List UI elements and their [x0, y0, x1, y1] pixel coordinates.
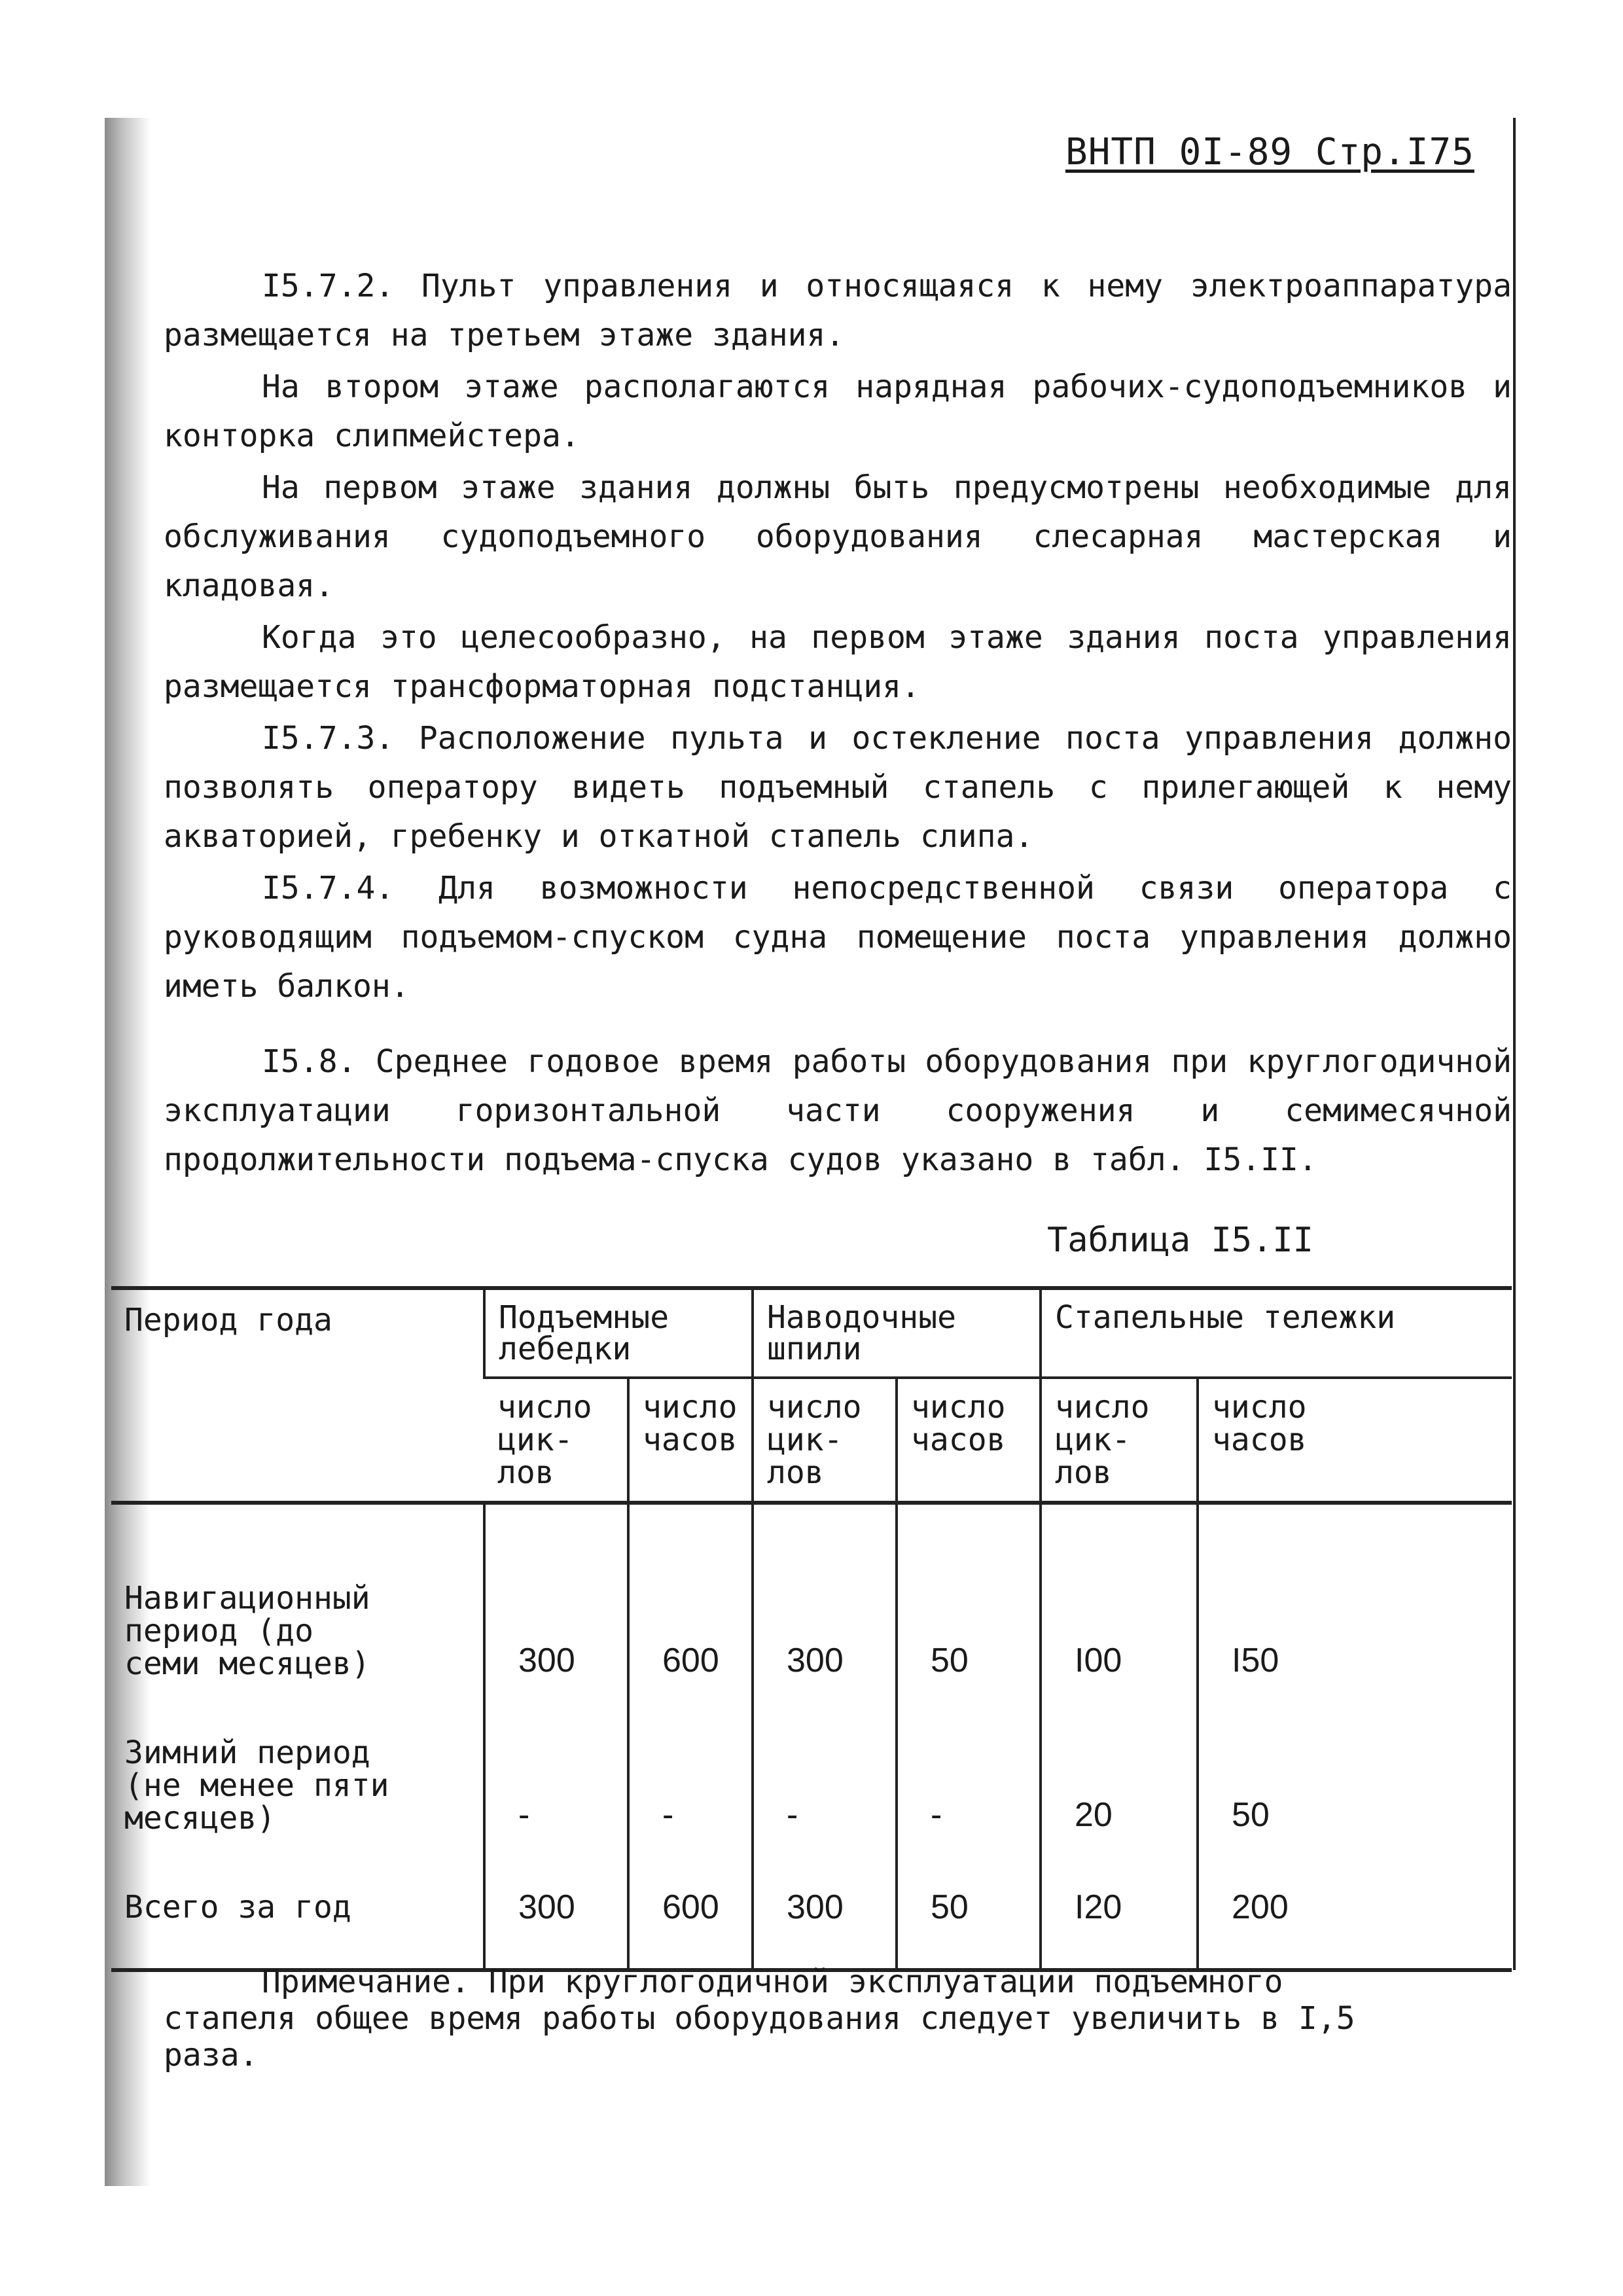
- value-cell: -: [753, 1692, 897, 1846]
- period-cell: Зимний период (не менее пяти месяцев): [124, 1734, 389, 1837]
- note-text: Примечание. При круглогодичной эксплуатации подъемного стапеля общее время работы оборудования следует увеличить в I,5 раза.: [164, 1964, 1355, 2073]
- period-cell: Всего за год: [111, 1846, 484, 1970]
- period-cell: Навигационный период (до семи месяцев): [111, 1503, 484, 1692]
- table-header-row: [111, 1288, 1512, 1378]
- equipment-hours-table: [111, 1286, 1512, 1934]
- paragraph-first-floor: На первом этаже здания должны быть предусмотрены необходимые для обслуживания судоподъемного оборудования слесарная мастерская и кладовая.: [164, 469, 1512, 604]
- subheader-hours: число часов: [628, 1378, 753, 1503]
- value-cell: 300: [753, 1846, 897, 1970]
- value-cell: 50: [897, 1503, 1041, 1692]
- value-cell: I00: [1041, 1503, 1198, 1692]
- value-cell: 300: [484, 1503, 628, 1692]
- subheader-cycles: число цик- лов: [753, 1378, 897, 1503]
- subheader-hours: число часов: [1198, 1378, 1512, 1503]
- page-right-border: [1513, 118, 1516, 1970]
- value-cell: 600: [628, 1503, 753, 1692]
- value-cell: 50: [1198, 1692, 1512, 1846]
- value-cell: I50: [1198, 1503, 1512, 1692]
- group-header-capstans: Наводочные шпили: [753, 1288, 1041, 1378]
- paragraph-second-floor: На втором этаже располагаются нарядная рабочих-судоподъемников и конторка слипмейстера.: [164, 368, 1512, 454]
- group-header-carts: Стапельные тележки: [1041, 1288, 1512, 1378]
- value-cell: -: [484, 1692, 628, 1846]
- value-cell: 200: [1198, 1846, 1512, 1970]
- table-note: [164, 1964, 1387, 2073]
- period-header: Период года: [111, 1288, 484, 1503]
- subheader-cycles: число цик- лов: [484, 1378, 628, 1503]
- table-row-winter: [111, 1692, 1512, 1846]
- value-cell: 300: [484, 1846, 628, 1970]
- paragraph-15-7-4: I5.7.4. Для возможности непосредственной связи оператора с руководящим подъемом-спуском судна помещение поста управления должно иметь балкон.: [164, 870, 1512, 1005]
- paragraph-substation: Когда это целесообразно, на первом этаже здания поста управления размещается трансформаторная подстанция.: [164, 619, 1512, 705]
- body-text: [164, 262, 1512, 1187]
- value-cell: -: [628, 1692, 753, 1846]
- document-code-header: ВНТП 0I-89 Стр.I75: [1065, 131, 1474, 173]
- value-cell: I20: [1041, 1846, 1198, 1970]
- value-cell: 300: [753, 1503, 897, 1692]
- table-caption: Таблица I5.II: [1047, 1221, 1313, 1260]
- paragraph-15-7-3: I5.7.3. Расположение пульта и остекление поста управления должно позволять оператору видеть подъемный стапель с прилегающей к нему акваторией, гребенку и откатной стапель слипа.: [164, 720, 1512, 855]
- paragraph-15-7-2: I5.7.2. Пульт управления и относящаяся к нему электроаппаратура размещается на третьем этаже здания.: [164, 268, 1512, 353]
- table-row-total: [111, 1846, 1512, 1970]
- paragraph-15-8: I5.8. Среднее годовое время работы оборудования при круглогодичной эксплуатации горизонтальной части сооружения и семимесячной продолжительности подъема-спуска судов указано в табл. I5.II.: [164, 1043, 1512, 1178]
- table-row-navigation: [111, 1503, 1512, 1692]
- subheader-hours: число часов: [897, 1378, 1041, 1503]
- value-cell: 50: [897, 1846, 1041, 1970]
- value-cell: -: [897, 1692, 1041, 1846]
- group-header-winches: Подъемные лебедки: [484, 1288, 753, 1378]
- subheader-cycles: число цик- лов: [1041, 1378, 1198, 1503]
- value-cell: 20: [1041, 1692, 1198, 1846]
- value-cell: 600: [628, 1846, 753, 1970]
